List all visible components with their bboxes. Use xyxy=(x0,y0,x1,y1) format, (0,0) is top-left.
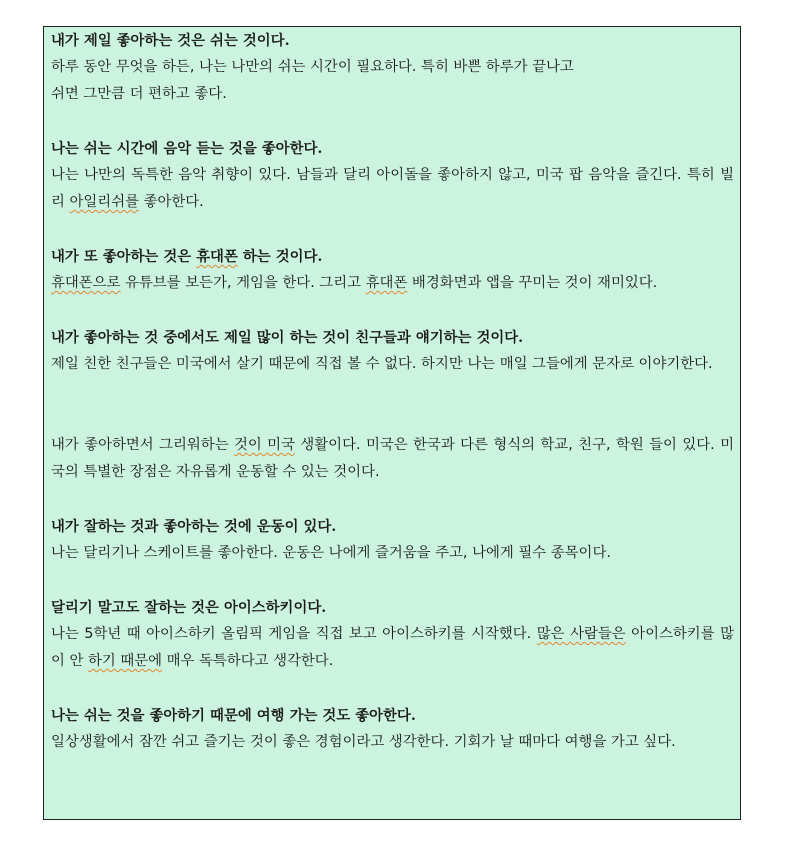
body-text: 하루 동안 무엇을 하든, 나는 나만의 쉬는 시간이 필요하다. 특히 바쁜 하루가 끝나고 쉬면 그만큼 더 편하고 좋다. xyxy=(51,59,574,102)
section-heading: 달리기 말고도 잘하는 것은 아이스하키이다. xyxy=(51,599,327,616)
section-body xyxy=(51,351,734,378)
section-body xyxy=(51,162,734,216)
section-heading: 나는 쉬는 시간에 음악 듣는 것을 좋아한다. xyxy=(51,140,323,157)
body-text: 좋아한다. xyxy=(139,194,204,210)
body-text: 일상생활에서 잠깐 쉬고 즐기는 것이 좋은 경험이라고 생각한다. 기회가 날 때마다 여행을 가고 싶다. xyxy=(51,734,676,750)
body-text: 나는 나만의 독특한 음악 취향이 있다. 남들과 달리 아이돌을 좋아하지 않고, 미국 팝 음악을 즐긴다. 특히 빌리 xyxy=(51,167,734,210)
body-text: 나는 5학년 때 아이스하키 올림픽 게임을 직접 보고 아이스하키를 시작했다. xyxy=(51,626,537,642)
spellcheck-word: 많은 사람들은 xyxy=(536,626,626,642)
section-america xyxy=(51,405,734,486)
section-body xyxy=(51,270,734,297)
spellcheck-word: 것이 미국 xyxy=(233,437,295,453)
section-body xyxy=(51,621,734,675)
section-heading: 나는 쉬는 것을 좋아하기 때문에 여행 가는 것도 좋아한다. xyxy=(51,707,416,724)
section-friends xyxy=(51,324,734,378)
section-body xyxy=(51,729,734,756)
section-heading: 내가 제일 좋아하는 것은 쉬는 것이다. xyxy=(51,32,290,49)
section-heading xyxy=(51,243,734,270)
section-hockey xyxy=(51,594,734,675)
body-text: 내가 좋아하면서 그리워하는 xyxy=(51,437,234,453)
body-text: 제일 친한 친구들은 미국에서 살기 때문에 직접 볼 수 없다. 하지만 나는 매일 그들에게 문자로 이야기한다. xyxy=(51,356,713,372)
spellcheck-word: 휴대폰으로 xyxy=(51,275,121,291)
body-text: 생활이다. 미국은 한국과 다른 형식의 학교, 친구, 학원 들이 있다. 미국의 특별한 장점은 자유롭게 운동할 수 있는 것이다. xyxy=(51,437,734,480)
heading-text: 내가 또 좋아하는 것은 xyxy=(51,248,197,265)
document-text-box xyxy=(43,26,741,820)
section-body xyxy=(51,540,734,567)
body-text: 유튜브를 보든가, 게임을 한다. 그리고 xyxy=(120,275,366,291)
section-heading: 내가 좋아하는 것 중에서도 제일 많이 하는 것이 친구들과 얘기하는 것이다. xyxy=(51,329,524,346)
section-body xyxy=(51,54,734,108)
section-phone xyxy=(51,243,734,297)
body-text: 배경화면과 앱을 꾸미는 것이 재미있다. xyxy=(407,275,658,291)
section-body xyxy=(51,432,734,486)
body-text: 나는 달리기나 스케이트를 좋아한다. 운동은 나에게 즐거움을 주고, 나에게 필수 종목이다. xyxy=(51,545,611,561)
heading-text: 하는 것이다. xyxy=(237,248,323,265)
spellcheck-word: 아일리쉬를 xyxy=(69,194,139,210)
spellcheck-word: 휴대폰 xyxy=(196,248,238,265)
spellcheck-word: 하기 때문에 xyxy=(87,653,163,669)
section-music xyxy=(51,135,734,216)
section-heading xyxy=(51,405,734,432)
section-sports xyxy=(51,513,734,567)
section-rest xyxy=(51,27,734,108)
section-heading: 내가 잘하는 것과 좋아하는 것에 운동이 있다. xyxy=(51,518,337,535)
body-text: 매우 독특하다고 생각한다. xyxy=(162,653,334,669)
body-text: 아이스하키를 많이 안 xyxy=(51,626,734,669)
spellcheck-word: 휴대폰 xyxy=(365,275,408,291)
section-travel xyxy=(51,702,734,756)
